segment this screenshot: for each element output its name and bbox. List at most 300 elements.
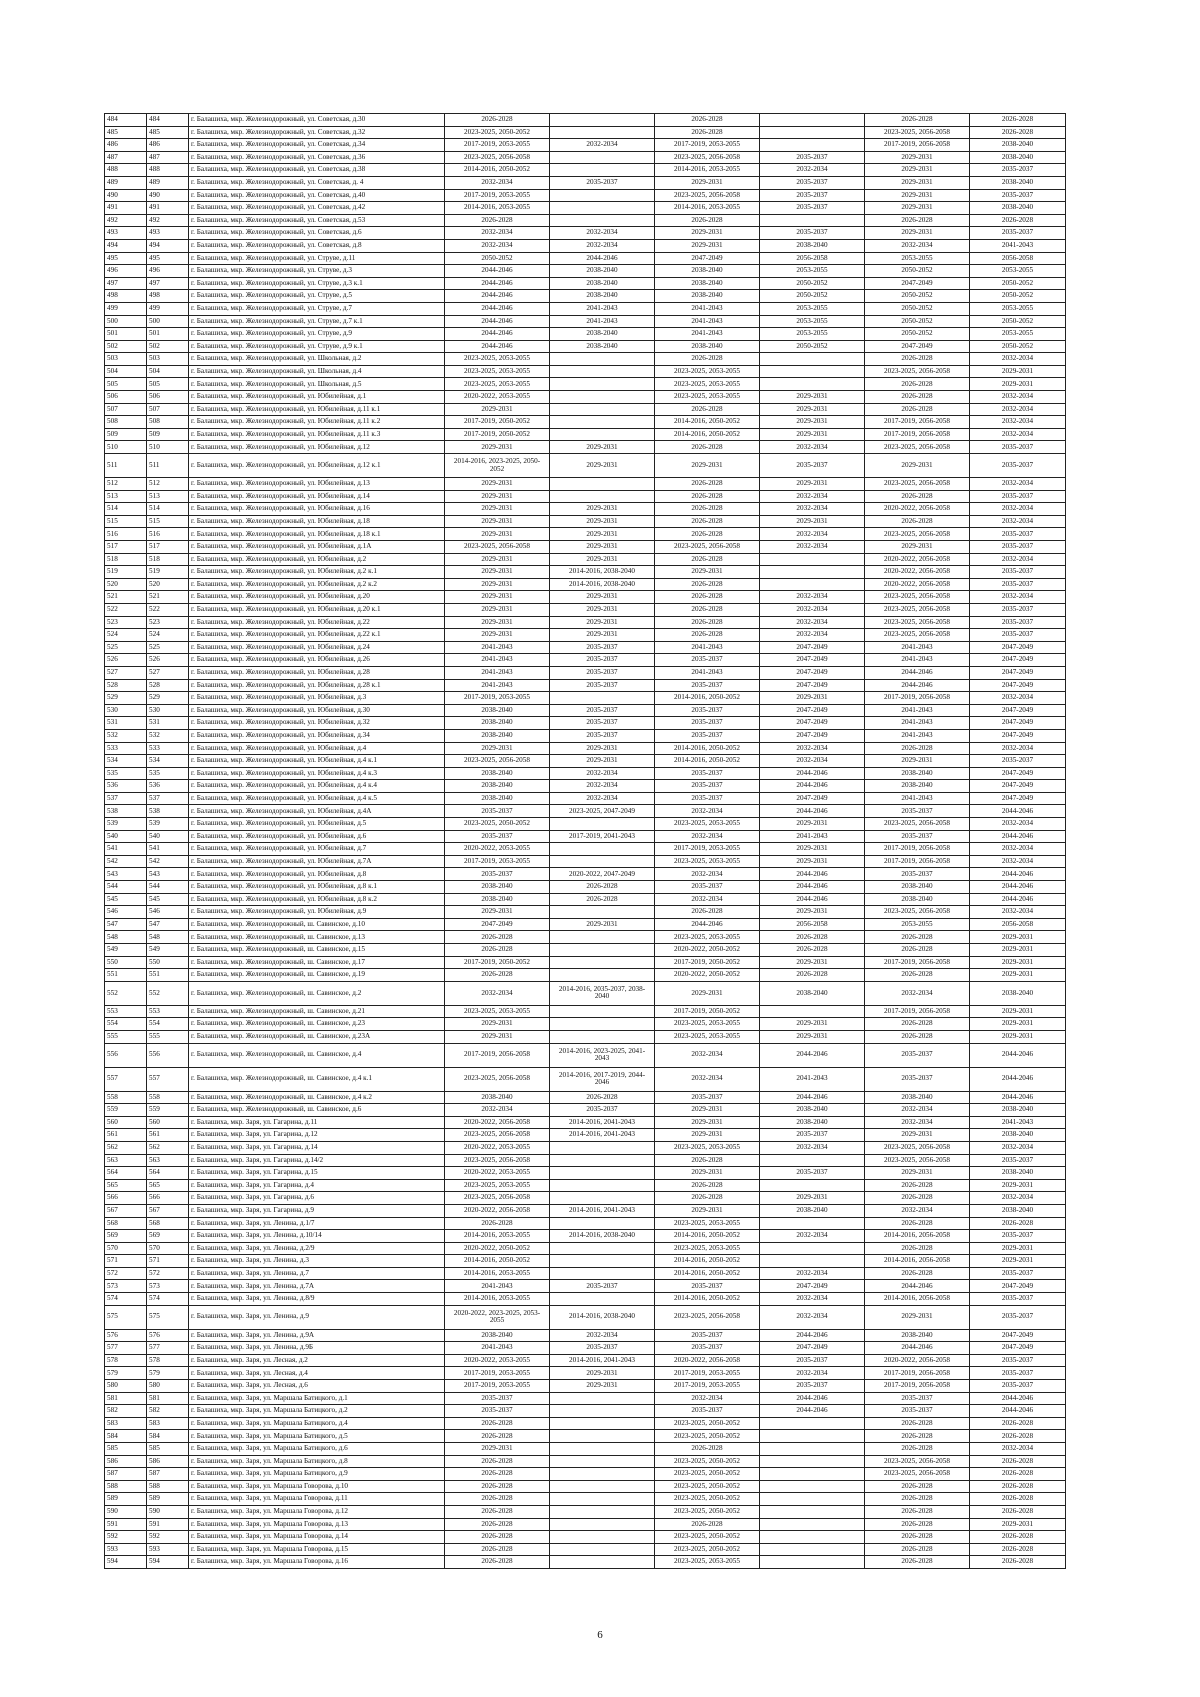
period-cell: 2026-2028 [445, 1556, 550, 1569]
period-cell: 2044-2046 [970, 893, 1066, 906]
row-number-cell: 486 [105, 139, 147, 152]
period-cell: 2044-2046 [865, 1342, 970, 1355]
house-number-cell: 534 [147, 755, 189, 768]
address-cell: г. Балашиха, мкр. Железнодорожный, ул. Юбилейная, д.24 [189, 641, 445, 654]
period-cell: 2023-2025, 2050-2052 [445, 126, 550, 139]
period-cell: 2035-2037 [445, 868, 550, 881]
row-number-cell: 515 [105, 515, 147, 528]
row-number-cell: 572 [105, 1267, 147, 1280]
period-cell: 2014-2016, 2041-2043 [550, 1354, 655, 1367]
period-cell [550, 1543, 655, 1556]
period-cell: 2032-2034 [970, 1141, 1066, 1154]
period-cell: 2014-2016, 2050-2052 [655, 692, 760, 705]
period-cell: 2032-2034 [760, 1267, 865, 1280]
period-cell: 2023-2025, 2056-2058 [865, 1455, 970, 1468]
period-cell: 2029-2031 [865, 541, 970, 554]
period-cell [760, 1417, 865, 1430]
house-number-cell: 545 [147, 893, 189, 906]
address-cell: г. Балашиха, мкр. Заря, ул. Ленина, д.7А [189, 1280, 445, 1293]
row-number-cell: 567 [105, 1204, 147, 1217]
period-cell: 2044-2046 [445, 328, 550, 341]
period-cell: 2020-2022, 2053-2055 [445, 1354, 550, 1367]
period-cell: 2026-2028 [865, 1179, 970, 1192]
house-number-cell: 589 [147, 1493, 189, 1506]
period-cell: 2029-2031 [550, 629, 655, 642]
period-cell: 2029-2031 [970, 1518, 1066, 1531]
period-cell: 2014-2016, 2038-2040 [550, 578, 655, 591]
period-cell: 2026-2028 [865, 378, 970, 391]
period-cell: 2017-2019, 2053-2055 [655, 843, 760, 856]
address-cell: г. Балашиха, мкр. Заря, ул. Гагарина, д.6 [189, 1192, 445, 1205]
period-cell: 2023-2025, 2056-2058 [655, 189, 760, 202]
period-cell: 2044-2046 [550, 252, 655, 265]
house-number-cell: 570 [147, 1242, 189, 1255]
period-cell: 2023-2025, 2050-2052 [655, 1455, 760, 1468]
table-row [105, 1192, 1066, 1205]
address-cell: г. Балашиха, мкр. Железнодорожный, ул. Школьная, д.2 [189, 353, 445, 366]
period-cell: 2014-2016, 2038-2040 [550, 566, 655, 579]
period-cell: 2023-2025, 2056-2058 [865, 441, 970, 454]
period-cell: 2047-2049 [760, 666, 865, 679]
address-cell: г. Балашиха, мкр. Железнодорожный, ул. Юбилейная, д.13 [189, 478, 445, 491]
period-cell: 2044-2046 [655, 918, 760, 931]
table-row [105, 189, 1066, 202]
address-cell: г. Балашиха, мкр. Железнодорожный, ул. Юбилейная, д.6 [189, 830, 445, 843]
house-number-cell: 562 [147, 1141, 189, 1154]
address-cell: г. Балашиха, мкр. Железнодорожный, ул. Юбилейная, д.2 [189, 553, 445, 566]
period-cell: 2035-2037 [865, 830, 970, 843]
period-cell: 2035-2037 [655, 1342, 760, 1355]
house-number-cell: 568 [147, 1217, 189, 1230]
period-cell: 2047-2049 [865, 277, 970, 290]
period-cell: 2023-2025, 2053-2055 [445, 378, 550, 391]
house-number-cell: 492 [147, 214, 189, 227]
period-cell: 2014-2016, 2050-2052 [655, 742, 760, 755]
period-cell: 2029-2031 [445, 528, 550, 541]
period-cell [550, 1417, 655, 1430]
period-cell [550, 956, 655, 969]
table-row [105, 729, 1066, 742]
table-row [105, 277, 1066, 290]
row-number-cell: 509 [105, 428, 147, 441]
address-cell: г. Балашиха, мкр. Заря, ул. Гагарина, д.14/2 [189, 1154, 445, 1167]
address-cell: г. Балашиха, мкр. Железнодорожный, ул. Юбилейная, д.4 к.4 [189, 780, 445, 793]
period-cell: 2035-2037 [970, 1154, 1066, 1167]
period-cell: 2035-2037 [550, 666, 655, 679]
period-cell: 2029-2031 [550, 755, 655, 768]
period-cell: 2026-2028 [445, 1468, 550, 1481]
period-cell: 2023-2025, 2053-2055 [655, 1030, 760, 1043]
period-cell: 2026-2028 [655, 1154, 760, 1167]
period-cell: 2023-2025, 2056-2058 [445, 1067, 550, 1091]
period-cell: 2053-2055 [970, 265, 1066, 278]
period-cell: 2023-2025, 2056-2058 [445, 755, 550, 768]
house-number-cell: 524 [147, 629, 189, 642]
period-cell: 2020-2022, 2050-2052 [445, 1242, 550, 1255]
period-cell: 2023-2025, 2053-2055 [655, 1242, 760, 1255]
row-number-cell: 547 [105, 918, 147, 931]
house-number-cell: 579 [147, 1367, 189, 1380]
row-number-cell: 540 [105, 830, 147, 843]
row-number-cell: 519 [105, 566, 147, 579]
row-number-cell: 576 [105, 1329, 147, 1342]
period-cell: 2044-2046 [445, 277, 550, 290]
row-number-cell: 541 [105, 843, 147, 856]
period-cell: 2047-2049 [655, 252, 760, 265]
period-cell: 2032-2034 [760, 616, 865, 629]
period-cell: 2047-2049 [970, 1280, 1066, 1293]
period-cell: 2026-2028 [970, 1543, 1066, 1556]
period-cell: 2026-2028 [760, 944, 865, 957]
period-cell [550, 1556, 655, 1569]
address-cell: г. Балашиха, мкр. Железнодорожный, ул. Юбилейная, д.12 к.1 [189, 454, 445, 478]
period-cell: 2029-2031 [865, 1305, 970, 1329]
house-number-cell: 592 [147, 1531, 189, 1544]
table-row [105, 528, 1066, 541]
period-cell [760, 553, 865, 566]
house-number-cell: 489 [147, 176, 189, 189]
address-cell: г. Балашиха, мкр. Заря, ул. Ленина, д.7 [189, 1267, 445, 1280]
period-cell: 2026-2028 [865, 1030, 970, 1043]
period-cell: 2044-2046 [760, 893, 865, 906]
period-cell [550, 1455, 655, 1468]
period-cell: 2020-2022, 2053-2055 [445, 843, 550, 856]
period-cell [760, 1005, 865, 1018]
period-cell: 2029-2031 [445, 1018, 550, 1031]
period-cell: 2029-2031 [760, 1018, 865, 1031]
period-cell: 2020-2022, 2053-2055 [445, 1141, 550, 1154]
address-cell: г. Балашиха, мкр. Железнодорожный, ул. Юбилейная, д.4 к.5 [189, 792, 445, 805]
period-cell: 2026-2028 [445, 1493, 550, 1506]
period-cell: 2020-2022, 2056-2058 [445, 1204, 550, 1217]
period-cell: 2026-2028 [655, 126, 760, 139]
table-row [105, 1417, 1066, 1430]
period-cell: 2014-2016, 2056-2058 [865, 1293, 970, 1306]
period-cell: 2029-2031 [550, 541, 655, 554]
period-cell: 2023-2025, 2053-2055 [655, 1018, 760, 1031]
period-cell: 2035-2037 [760, 1380, 865, 1393]
house-number-cell: 561 [147, 1129, 189, 1142]
table-row [105, 981, 1066, 1005]
table-row [105, 515, 1066, 528]
period-cell: 2032-2034 [970, 503, 1066, 516]
table-row [105, 692, 1066, 705]
table-body [105, 114, 1066, 1569]
house-number-cell: 521 [147, 591, 189, 604]
table-row [105, 578, 1066, 591]
address-cell: г. Балашиха, мкр. Железнодорожный, ул. Советская, д.32 [189, 126, 445, 139]
period-cell: 2017-2019, 2056-2058 [445, 1043, 550, 1067]
row-number-cell: 503 [105, 353, 147, 366]
period-cell: 2014-2016, 2053-2055 [445, 1267, 550, 1280]
house-number-cell: 557 [147, 1067, 189, 1091]
period-cell: 2020-2022, 2050-2052 [655, 969, 760, 982]
period-cell: 2041-2043 [445, 679, 550, 692]
period-cell: 2032-2034 [865, 981, 970, 1005]
period-cell: 2029-2031 [445, 566, 550, 579]
house-number-cell: 542 [147, 855, 189, 868]
period-cell: 2044-2046 [865, 666, 970, 679]
house-number-cell: 582 [147, 1405, 189, 1418]
house-number-cell: 529 [147, 692, 189, 705]
period-cell [550, 1443, 655, 1456]
period-cell: 2032-2034 [760, 503, 865, 516]
period-cell: 2017-2019, 2056-2058 [865, 956, 970, 969]
period-cell: 2038-2040 [970, 176, 1066, 189]
period-cell: 2020-2022, 2050-2052 [655, 944, 760, 957]
period-cell: 2017-2019, 2056-2058 [865, 1380, 970, 1393]
period-cell [550, 189, 655, 202]
period-cell: 2047-2049 [970, 729, 1066, 742]
period-cell: 2026-2028 [550, 893, 655, 906]
row-number-cell: 546 [105, 906, 147, 919]
period-cell: 2032-2034 [970, 742, 1066, 755]
period-cell [760, 1179, 865, 1192]
period-cell: 2044-2046 [970, 881, 1066, 894]
period-cell: 2029-2031 [445, 503, 550, 516]
period-cell: 2041-2043 [445, 641, 550, 654]
period-cell [550, 1392, 655, 1405]
period-cell: 2032-2034 [970, 553, 1066, 566]
period-cell [760, 1242, 865, 1255]
period-cell [550, 1141, 655, 1154]
period-cell: 2032-2034 [970, 515, 1066, 528]
address-cell: г. Балашиха, мкр. Железнодорожный, ул. Советская, д.42 [189, 202, 445, 215]
period-cell: 2020-2022, 2056-2058 [865, 566, 970, 579]
period-cell: 2038-2040 [865, 767, 970, 780]
house-number-cell: 520 [147, 578, 189, 591]
address-cell: г. Балашиха, мкр. Железнодорожный, ул. Юбилейная, д.8 к.2 [189, 893, 445, 906]
period-cell [550, 391, 655, 404]
row-number-cell: 488 [105, 164, 147, 177]
table-row [105, 1179, 1066, 1192]
table-row [105, 1518, 1066, 1531]
period-cell: 2047-2049 [760, 704, 865, 717]
period-cell: 2026-2028 [970, 1455, 1066, 1468]
period-cell: 2014-2016, 2050-2052 [445, 164, 550, 177]
house-number-cell: 547 [147, 918, 189, 931]
period-cell [760, 1505, 865, 1518]
period-cell [550, 1531, 655, 1544]
period-cell: 2014-2016, 2056-2058 [865, 1230, 970, 1243]
period-cell [550, 214, 655, 227]
period-cell: 2029-2031 [445, 616, 550, 629]
row-number-cell: 523 [105, 616, 147, 629]
row-number-cell: 516 [105, 528, 147, 541]
table-row [105, 1493, 1066, 1506]
table-row [105, 315, 1066, 328]
period-cell: 2038-2040 [445, 792, 550, 805]
house-number-cell: 497 [147, 277, 189, 290]
period-cell: 2014-2016, 2053-2055 [445, 202, 550, 215]
period-cell: 2035-2037 [445, 805, 550, 818]
address-cell: г. Балашиха, мкр. Железнодорожный, ш. Савинское, д.2 [189, 981, 445, 1005]
period-cell: 2029-2031 [550, 918, 655, 931]
period-cell: 2026-2028 [655, 515, 760, 528]
period-cell: 2029-2031 [970, 969, 1066, 982]
period-cell: 2032-2034 [550, 1329, 655, 1342]
period-cell [550, 1005, 655, 1018]
address-cell: г. Балашиха, мкр. Железнодорожный, ул. Советская, д. 4 [189, 176, 445, 189]
period-cell: 2035-2037 [970, 616, 1066, 629]
address-cell: г. Балашиха, мкр. Заря, ул. Гагарина, д.15 [189, 1167, 445, 1180]
row-number-cell: 491 [105, 202, 147, 215]
house-number-cell: 540 [147, 830, 189, 843]
period-cell: 2047-2049 [445, 918, 550, 931]
period-cell: 2032-2034 [760, 1141, 865, 1154]
address-cell: г. Балашиха, мкр. Заря, ул. Лесная, д.2 [189, 1354, 445, 1367]
address-cell: г. Балашиха, мкр. Железнодорожный, ул. Струве, д.5 [189, 290, 445, 303]
house-number-cell: 526 [147, 654, 189, 667]
period-cell: 2032-2034 [970, 428, 1066, 441]
table-row [105, 855, 1066, 868]
period-cell: 2023-2025, 2053-2055 [655, 378, 760, 391]
period-cell: 2035-2037 [865, 805, 970, 818]
period-cell: 2029-2031 [445, 478, 550, 491]
period-cell: 2023-2025, 2050-2052 [655, 1493, 760, 1506]
house-number-cell: 574 [147, 1293, 189, 1306]
period-cell: 2026-2028 [970, 1417, 1066, 1430]
period-cell: 2032-2034 [970, 416, 1066, 429]
period-cell: 2023-2025, 2050-2052 [655, 1505, 760, 1518]
row-number-cell: 506 [105, 391, 147, 404]
period-cell [550, 931, 655, 944]
period-cell: 2050-2052 [445, 252, 550, 265]
period-cell: 2014-2016, 2050-2052 [655, 755, 760, 768]
period-cell: 2035-2037 [655, 1405, 760, 1418]
table-row [105, 1067, 1066, 1091]
period-cell: 2026-2028 [445, 944, 550, 957]
period-cell: 2035-2037 [550, 704, 655, 717]
period-cell: 2023-2025, 2050-2052 [655, 1543, 760, 1556]
period-cell: 2029-2031 [550, 1380, 655, 1393]
period-cell: 2038-2040 [760, 239, 865, 252]
period-cell: 2041-2043 [445, 666, 550, 679]
period-cell [760, 353, 865, 366]
period-cell: 2017-2019, 2041-2043 [550, 830, 655, 843]
period-cell: 2035-2037 [760, 176, 865, 189]
row-number-cell: 564 [105, 1167, 147, 1180]
address-cell: г. Балашиха, мкр. Заря, ул. Маршала Говорова, д.16 [189, 1556, 445, 1569]
period-cell: 2020-2022, 2023-2025, 2053-2055 [445, 1305, 550, 1329]
period-cell: 2026-2028 [865, 1242, 970, 1255]
address-cell: г. Балашиха, мкр. Железнодорожный, ул. Юбилейная, д.4А [189, 805, 445, 818]
table-row [105, 1043, 1066, 1067]
table-row [105, 931, 1066, 944]
period-cell: 2014-2016, 2023-2025, 2041-2043 [550, 1043, 655, 1067]
address-cell: г. Балашиха, мкр. Железнодорожный, ул. Юбилейная, д.1А [189, 541, 445, 554]
period-cell: 2047-2049 [970, 641, 1066, 654]
row-number-cell: 532 [105, 729, 147, 742]
row-number-cell: 548 [105, 931, 147, 944]
period-cell: 2038-2040 [445, 767, 550, 780]
period-cell: 2041-2043 [550, 315, 655, 328]
house-number-cell: 581 [147, 1392, 189, 1405]
period-cell: 2023-2025, 2053-2055 [655, 1141, 760, 1154]
period-cell: 2032-2034 [760, 541, 865, 554]
row-number-cell: 538 [105, 805, 147, 818]
row-number-cell: 504 [105, 365, 147, 378]
period-cell: 2035-2037 [550, 679, 655, 692]
period-cell [550, 416, 655, 429]
address-cell: г. Балашиха, мкр. Заря, ул. Маршала Говорова, д.10 [189, 1480, 445, 1493]
period-cell: 2041-2043 [865, 641, 970, 654]
house-number-cell: 565 [147, 1179, 189, 1192]
period-cell: 2047-2049 [970, 704, 1066, 717]
table-row [105, 566, 1066, 579]
period-cell: 2026-2028 [865, 1556, 970, 1569]
house-number-cell: 559 [147, 1104, 189, 1117]
address-cell: г. Балашиха, мкр. Железнодорожный, ул. Советская, д.34 [189, 139, 445, 152]
period-cell: 2017-2019, 2056-2058 [865, 692, 970, 705]
period-cell: 2014-2016, 2053-2055 [655, 164, 760, 177]
period-cell: 2026-2028 [865, 114, 970, 127]
house-number-cell: 484 [147, 114, 189, 127]
period-cell: 2017-2019, 2053-2055 [445, 692, 550, 705]
table-row [105, 252, 1066, 265]
house-number-cell: 544 [147, 881, 189, 894]
period-cell: 2035-2037 [760, 202, 865, 215]
period-cell: 2044-2046 [760, 1392, 865, 1405]
period-cell: 2020-2022, 2056-2058 [865, 578, 970, 591]
period-cell [760, 126, 865, 139]
row-number-cell: 577 [105, 1342, 147, 1355]
period-cell: 2026-2028 [655, 503, 760, 516]
table-row [105, 944, 1066, 957]
period-cell: 2029-2031 [865, 164, 970, 177]
row-number-cell: 494 [105, 239, 147, 252]
period-cell: 2032-2034 [760, 603, 865, 616]
table-row [105, 378, 1066, 391]
period-cell: 2026-2028 [655, 114, 760, 127]
row-number-cell: 497 [105, 277, 147, 290]
period-cell: 2029-2031 [445, 1443, 550, 1456]
period-cell: 2035-2037 [655, 780, 760, 793]
address-cell: г. Балашиха, мкр. Железнодорожный, ул. Юбилейная, д.1 [189, 391, 445, 404]
table-row [105, 1380, 1066, 1393]
house-number-cell: 541 [147, 843, 189, 856]
period-cell: 2017-2019, 2053-2055 [655, 1367, 760, 1380]
period-cell: 2053-2055 [865, 252, 970, 265]
period-cell: 2026-2028 [865, 1518, 970, 1531]
period-cell: 2029-2031 [760, 818, 865, 831]
period-cell: 2023-2025, 2056-2058 [865, 1468, 970, 1481]
period-cell: 2032-2034 [655, 1043, 760, 1067]
table-row [105, 767, 1066, 780]
address-cell: г. Балашиха, мкр. Заря, ул. Гагарина, д.4 [189, 1179, 445, 1192]
address-cell: г. Балашиха, мкр. Железнодорожный, ул. Советская, д.53 [189, 214, 445, 227]
period-cell: 2041-2043 [655, 328, 760, 341]
table-row [105, 1204, 1066, 1217]
address-cell: г. Балашиха, мкр. Железнодорожный, ул. Школьная, д.4 [189, 365, 445, 378]
table-row [105, 353, 1066, 366]
house-number-cell: 512 [147, 478, 189, 491]
period-cell: 2023-2025, 2053-2055 [655, 1556, 760, 1569]
row-number-cell: 498 [105, 290, 147, 303]
period-cell: 2014-2016, 2050-2052 [655, 1293, 760, 1306]
period-cell: 2044-2046 [445, 315, 550, 328]
house-number-cell: 523 [147, 616, 189, 629]
table-row [105, 214, 1066, 227]
address-cell: г. Балашиха, мкр. Заря, ул. Гагарина, д.12 [189, 1129, 445, 1142]
table-row [105, 969, 1066, 982]
period-cell: 2026-2028 [970, 1531, 1066, 1544]
address-cell: г. Балашиха, мкр. Заря, ул. Гагарина, д.9 [189, 1204, 445, 1217]
period-cell: 2026-2028 [970, 1556, 1066, 1569]
period-cell: 2044-2046 [970, 1392, 1066, 1405]
house-number-cell: 591 [147, 1518, 189, 1531]
period-cell: 2026-2028 [445, 1543, 550, 1556]
